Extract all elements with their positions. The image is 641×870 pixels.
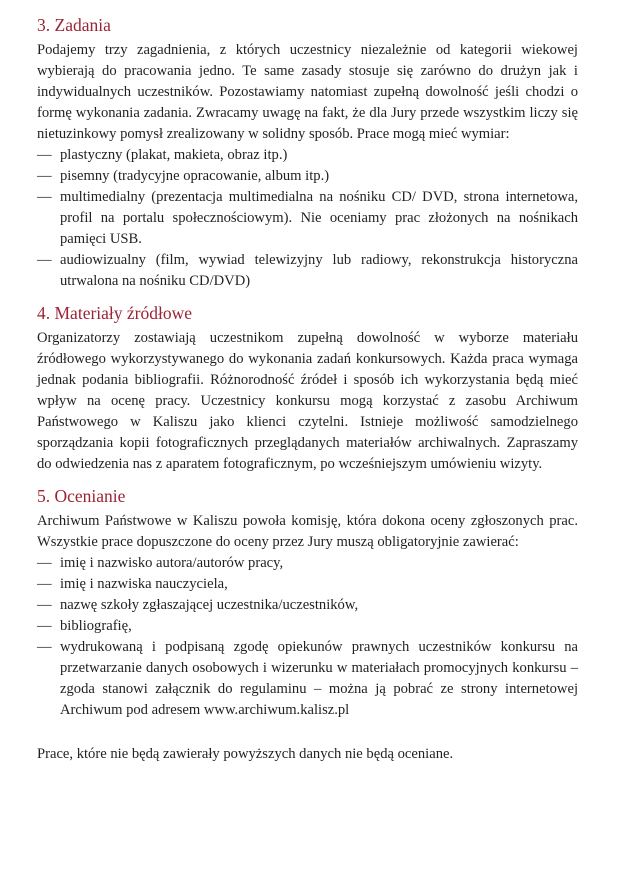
section-title-zadania: 3. Zadania [37, 15, 111, 35]
section-zadania [37, 10, 578, 292]
list-item: — imię i nazwiska nauczyciela, [37, 574, 578, 595]
list-item: — plastyczny (plakat, makieta, obraz itp.) [37, 145, 578, 166]
zadania-intro: Podajemy trzy zagadnienia, z których uczestnicy niezależnie od kategorii wiekowej wybierają do pracowania jedno. Te same zasady stosuje się zarówno do drużyn jak i indywidualnych uczestników. Pozostawiamy natomiast zupełną dowolność jeśli chodzi o formę wykonania zadania. Zwracamy uwagę na fakt, że dla Jury przede wszystkim liczy się nietuzinkowy pomysł zrealizowany w solidny sposób. Prace mogą mieć wymiar: [37, 42, 578, 142]
section-title-materialy: 4. Materiały źródłowe [37, 303, 193, 323]
document-page [37, 10, 578, 771]
list-item: — nazwę szkoły zgłaszającej uczestnika/uczestników, [37, 595, 578, 616]
ocenianie-list [37, 553, 578, 721]
section-materialy [37, 298, 578, 475]
list-item: — audiowizualny (film, wywiad telewizyjny lub radiowy, rekonstrukcja historyczna utrwalona na nośniku CD/DVD) [37, 250, 578, 292]
list-item: — imię i nazwisko autora/autorów pracy, [37, 553, 578, 574]
materialy-body: Organizatorzy zostawiają uczestnikom zupełną dowolność w wyborze materiału źródłowego wykorzystywanego do wykonania zadań konkursowych. Każda praca wymaga jednak podania bibliografii. Różnorodność źródeł i sposób ich wykorzystania będą mieć wpływ na ocenę pracy. Uczestnicy konkursu mogą korzystać z zasobu Archiwum Państwowego w Kaliszu jako klienci czytelni. Istnieje możliwość samodzielnego sporządzania kopii fotograficznych przeglądanych materiałów archiwalnych. Zapraszamy do odwiedzenia nas z aparatem fotograficznym, po wcześniejszym umówieniu wizyty. [37, 330, 578, 472]
list-item: — wydrukowaną i podpisaną zgodę opiekunów prawnych uczestników konkursu na przetwarzanie danych osobowych i wizerunku w materiałach promocyjnych konkursu – zgoda stanowi załącznik do regulaminu – można ją pobrać ze strony internetowej Archiwum pod adresem www.archiwum.kalisz.pl [37, 637, 578, 721]
zadania-list [37, 145, 578, 292]
ocenianie-intro: Archiwum Państwowe w Kaliszu powoła komisję, która dokona oceny zgłoszonych prac. Wszystkie prace dopuszczone do oceny przez Jury muszą obligatoryjnie zawierać: [37, 513, 578, 550]
section-ocenianie [37, 481, 578, 765]
ocenianie-final-note: Prace, które nie będą zawierały powyższych danych nie będą oceniane. [37, 746, 454, 762]
list-item: — bibliografię, [37, 616, 578, 637]
list-item: — pisemny (tradycyjne opracowanie, album itp.) [37, 166, 578, 187]
list-item: — multimedialny (prezentacja multimedialna na nośniku CD/ DVD, strona internetowa, profil na portalu społecznościowym). Nie oceniamy prac złożonych na nośnikach pamięci USB. [37, 187, 578, 250]
section-title-ocenianie: 5. Ocenianie [37, 486, 126, 506]
